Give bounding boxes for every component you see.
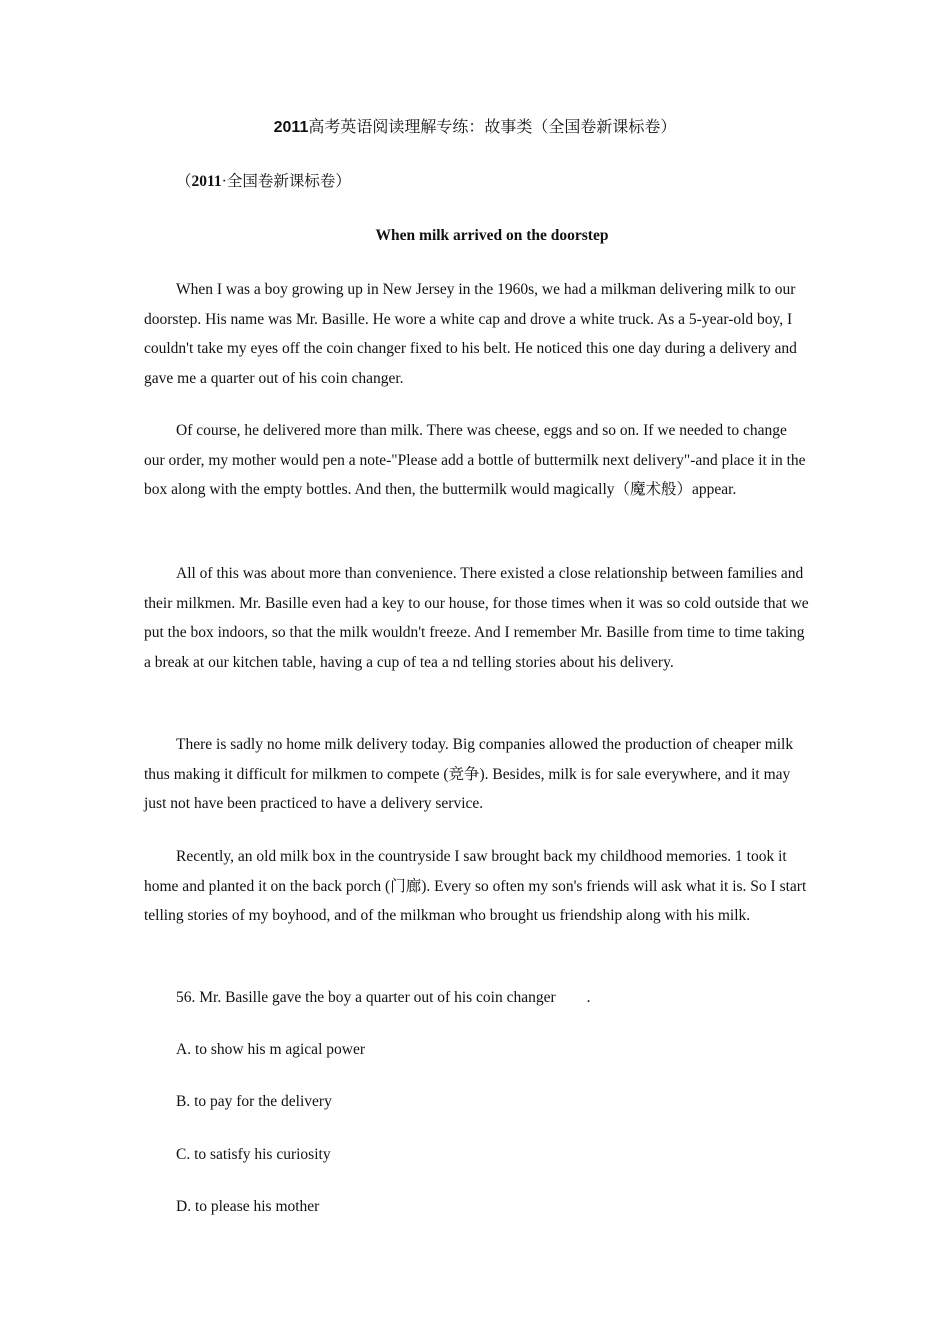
document-title	[0, 117, 950, 139]
question-option-d: D. to please his mother	[176, 1198, 320, 1215]
question-option-b: B. to pay for the delivery	[176, 1093, 332, 1110]
source-text: ·全国卷新课标卷）	[221, 173, 351, 190]
document-title-year: 2011	[273, 119, 309, 136]
question-56-stem: 56. Mr. Basille gave the boy a quarter out of his coin changer .	[176, 989, 591, 1006]
passage-paragraph-5: Recently, an old milk box in the countryside I saw brought back my childhood memories. 1 took it home and planted it on the back porch (门廊). Every so often my son's friends will ask what it is. So I start telling stories of my boyhood, and of the milkman who brought us friendship along with his milk.	[144, 848, 807, 924]
passage-paragraph-4: There is sadly no home milk delivery today. Big companies allowed the production of cheaper milk thus making it difficult for milkmen to compete (竞争). Besides, milk is for sale everywhere, and it may just not have been practiced to have a delivery service.	[144, 736, 794, 812]
source-year: 2011	[191, 173, 222, 190]
document-title-text: 高考英语阅读理解专练：故事类（全国卷新课标卷）	[308, 119, 677, 136]
source-label	[176, 171, 351, 193]
passage-paragraph-3: All of this was about more than convenience. There existed a close relationship between families and their milkmen. Mr. Basille even had a key to our house, for those times when it was so cold outside that we put the box indoors, so that the milk wouldn't freeze. And I remember Mr. Basille from time to time taking a break at our kitchen table, having a cup of tea a nd telling stories about his delivery.	[144, 565, 809, 671]
passage-paragraph-2: Of course, he delivered more than milk. There was cheese, eggs and so on. If we needed to change our order, my mother would pen a note-"Please add a bottle of buttermilk next delivery"-and place it in the box along with the empty bottles. And then, the buttermilk would magically（魔术般）appear.	[144, 422, 806, 498]
passage-paragraph-1: When I was a boy growing up in New Jersey in the 1960s, we had a milkman delivering milk to our doorstep. His name was Mr. Basille. He wore a white cap and drove a white truck. As a 5-year-old boy, I couldn't take my eyes off the coin changer fixed to his belt. He noticed this one day during a delivery and gave me a quarter out of his coin changer.	[144, 281, 797, 387]
source-open-paren: （	[176, 173, 192, 190]
question-option-a: A. to show his m agical power	[176, 1041, 365, 1058]
passage-title: When milk arrived on the doorstep	[375, 227, 609, 244]
question-option-c: C. to satisfy his curiosity	[176, 1146, 331, 1163]
